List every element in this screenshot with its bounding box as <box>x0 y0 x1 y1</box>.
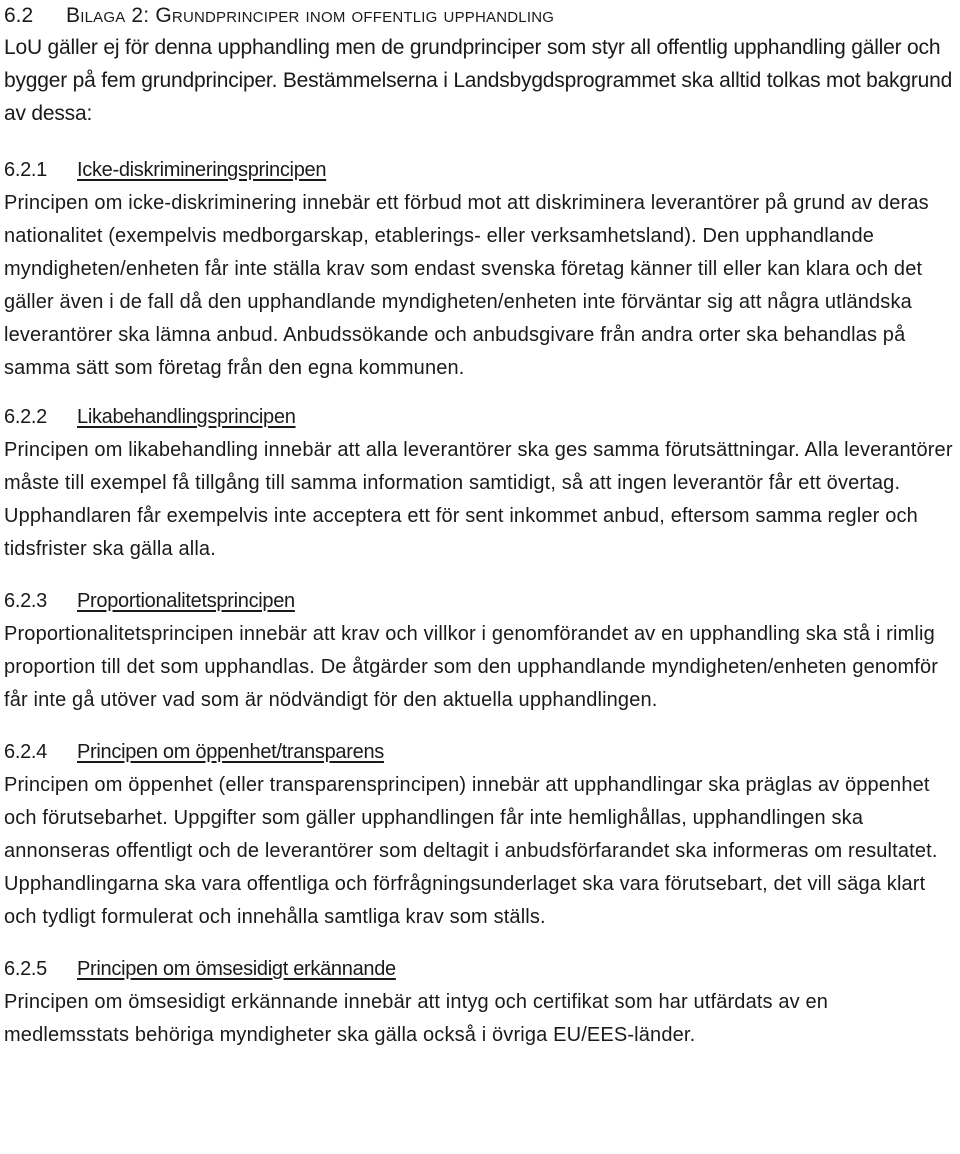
section-number: 6.2.2 <box>4 406 47 428</box>
section-equal-treatment <box>4 401 956 566</box>
section-paragraph: Principen om ömsesidigt erkännande innebär att intyg och certifikat som har utfärdats av en medlemsstats behöriga myndigheter ska gälla också i övriga EU/EES-länder. <box>4 991 829 1046</box>
section-paragraph: Principen om öppenhet (eller transparensprincipen) innebär att upphandlingar ska präglas av öppenhet och förutsebarhet. Uppgifter som gäller upphandlingen får inte hemlighållas, upphandlingen ska annonseras offentligt och de leverantörer som deltagit i anbudsförfarandet ska informeras om resultatet. Upphandlingarna ska vara offentliga och förfrågningsunderlaget ska vara förutsebart, det vill säga klart och tydligt formulerat och innehålla samtliga krav som ställs. <box>4 774 938 928</box>
section-title: Icke-diskrimineringsprincipen <box>77 159 327 181</box>
appendix-heading <box>4 0 956 31</box>
section-paragraph: Principen om icke-diskriminering innebär ett förbud mot att diskriminera leverantörer på grund av deras nationalitet (exempelvis medborgarskap, etablerings- eller verksamhetsland). Den upphandlande myndigheten/enheten får inte ställa krav som endast svenska företag känner till eller kan klara och det gäller även i de fall då den upphandlande myndigheten/enheten inte förväntar sig att några utländska leverantörer ska lämna anbud. Anbudssökande och anbudsgivare från andra orter ska behandlas på samma sätt som företag från den egna kommunen. <box>4 192 929 379</box>
section-number: 6.2.4 <box>4 741 47 763</box>
section-non-discrimination <box>4 154 956 385</box>
appendix-heading-number: 6.2 <box>4 4 34 27</box>
section-title: Principen om öppenhet/transparens <box>77 741 384 763</box>
section-title: Likabehandlingsprincipen <box>77 406 296 428</box>
section-proportionality <box>4 585 956 717</box>
section-mutual-recognition <box>4 953 956 1052</box>
section-transparency <box>4 736 956 934</box>
section-title: Proportionalitetsprincipen <box>77 590 295 612</box>
section-heading <box>4 953 956 986</box>
section-paragraph: Proportionalitetsprincipen innebär att krav och villkor i genomförandet av en upphandling ska stå i rimlig proportion till det som upphandlas. De åtgärder som den upphandlande myndigheten/enheten genomför får inte gå utöver vad som är nödvändigt för den aktuella upphandlingen. <box>4 623 939 711</box>
section-heading <box>4 736 956 769</box>
section-heading <box>4 154 956 187</box>
section-number: 6.2.1 <box>4 159 47 181</box>
appendix-heading-title: Bilaga 2: Grundprinciper inom offentlig upphandling <box>66 4 555 27</box>
section-heading <box>4 401 956 434</box>
section-number: 6.2.3 <box>4 590 47 612</box>
section-paragraph: Principen om likabehandling innebär att alla leverantörer ska ges samma förutsättningar. Alla leverantörer måste till exempel få tillgång till samma information samtidigt, så att ingen leverantör får ett övertag. Upphandlaren får exempelvis inte acceptera ett för sent inkommet anbud, eftersom samma regler och tidsfrister ska gälla alla. <box>4 439 953 560</box>
section-title: Principen om ömsesidigt erkännande <box>77 958 396 980</box>
section-number: 6.2.5 <box>4 958 47 980</box>
section-heading <box>4 585 956 618</box>
intro-paragraph: LoU gäller ej för denna upphandling men de grundprinciper som styr all offentlig upphandling gäller och bygger på fem grundprinciper. Bestämmelserna i Landsbygdsprogrammet ska alltid tolkas mot bakgrund av dessa: <box>4 36 953 125</box>
